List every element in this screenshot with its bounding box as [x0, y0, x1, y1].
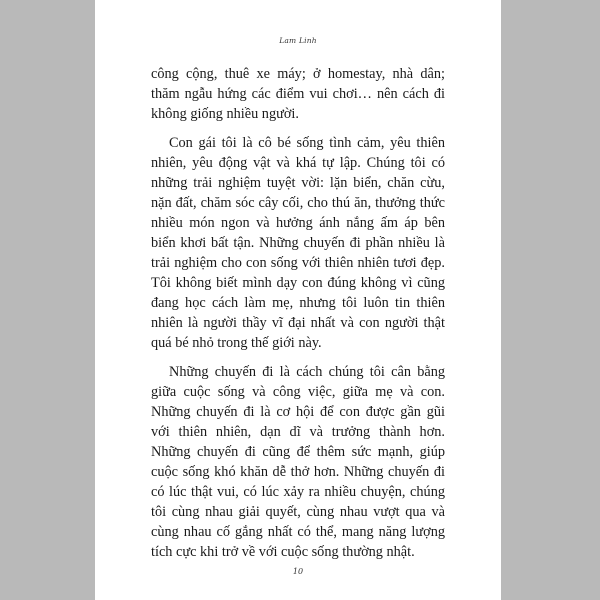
paragraph-1: công cộng, thuê xe máy; ở homestay, nhà dân; thăm ngẫu hứng các điểm vui chơi… nên cách đi không giống nhiều người. — [151, 66, 445, 122]
paragraph-3: Những chuyến đi là cách chúng tôi cân bằng giữa cuộc sống và công việc, giữa mẹ và con. Những chuyến đi là cơ hội để con được gần gũi với thiên nhiên, dạn dĩ và trưởng thành hơn. Những chuyến đi cũng để thêm sức mạnh, giúp cuộc sống khó khăn dễ thở hơn. Những chuyến đi có lúc thật vui, có lúc xảy ra nhiều chuyện, chúng tôi cùng nhau giải quyết, cùng nhau vượt qua và cùng nhau cố gắng nhất có thể, mang năng lượng tích cực khi trở về với cuộc sống thường nhật. — [151, 364, 445, 560]
running-head: Lam Linh — [279, 36, 317, 45]
book-page — [95, 0, 501, 600]
body-text — [151, 64, 445, 562]
page-number: 10 — [292, 567, 304, 576]
paragraph-2: Con gái tôi là cô bé sống tình cảm, yêu thiên nhiên, yêu động vật và khá tự lập. Chúng tôi có những trải nghiệm tuyệt vời: lặn biển, chăn cừu, nặn đất, chăm sóc cây cối, cho thú ăn, thưởng thức nhiều món ngon và hưởng ánh nắng ấm áp bên biển khơi bất tận. Những chuyến đi phần nhiều là trải nghiệm cho con sống với thiên nhiên tươi đẹp. Tôi không biết mình dạy con đúng không vì cũng đang học cách làm mẹ, nhưng tôi luôn tin thiên nhiên là người thầy vĩ đại nhất và con người thật quá bé nhỏ trong thế giới này. — [151, 135, 445, 351]
